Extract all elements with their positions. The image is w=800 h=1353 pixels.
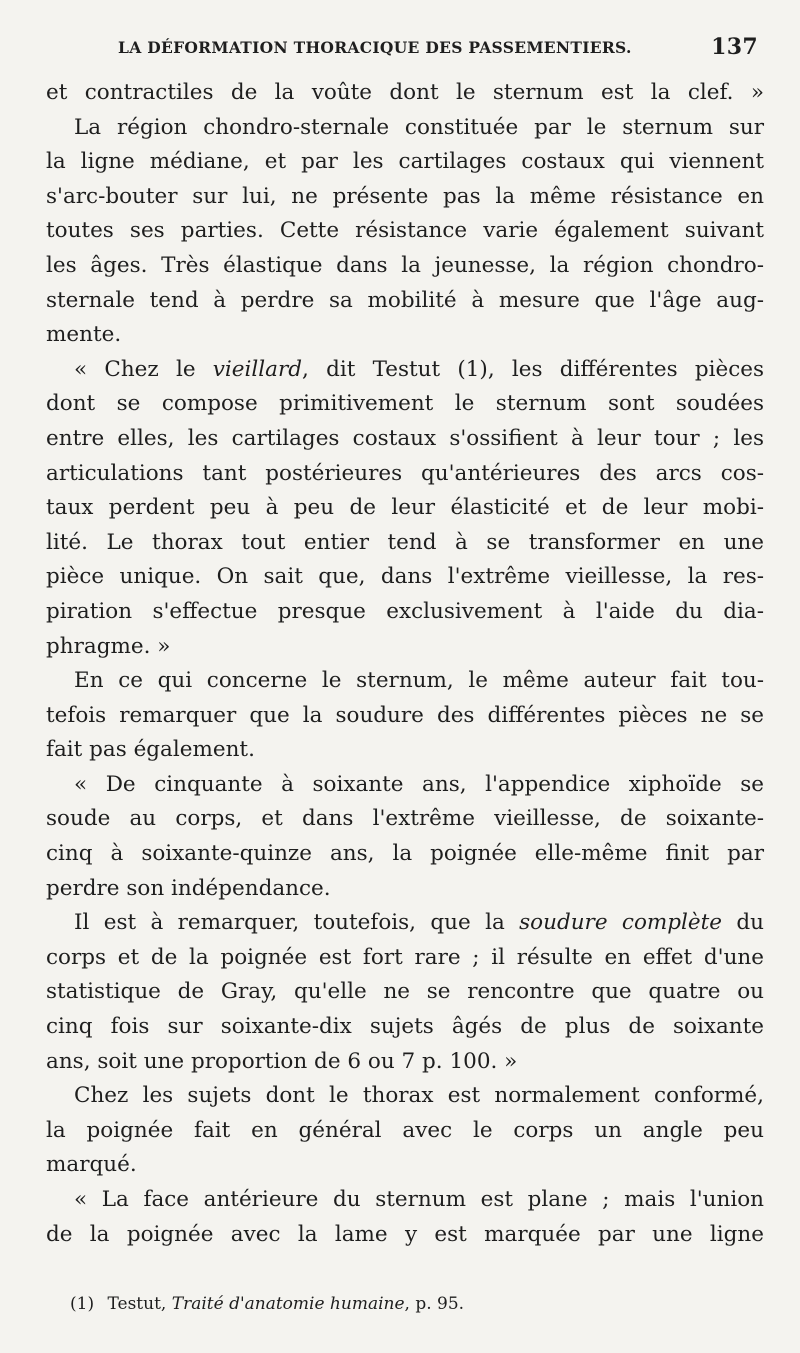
text-line: cinq fois sur soixante-dix sujets âgés de plus de soixante <box>46 1014 764 1040</box>
text-line: articulations tant postérieures qu'antérieures des arcs cos- <box>46 460 764 486</box>
text-line: sternale tend à perdre sa mobilité à mesure que l'âge aug- <box>46 287 764 313</box>
text-line <box>46 353 764 388</box>
footnote-title: Traité d'anatomie humaine <box>171 1294 405 1314</box>
italic-term: vieillard <box>212 356 303 382</box>
text-line: cinq à soixante-quinze ans, la poignée elle-même finit par <box>46 841 764 867</box>
text-line: les âges. Très élastique dans la jeunesse, la région chondro- <box>46 252 764 278</box>
text-fragment: « Chez le <box>74 356 213 382</box>
text-line: soude au corps, et dans l'extrême vieillesse, de soixante- <box>46 806 764 832</box>
text-line: pièce unique. On sait que, dans l'extrême vieillesse, la res- <box>46 564 764 590</box>
text-line: taux perdent peu à peu de leur élasticité et de leur mobi- <box>46 495 764 521</box>
text-line: En ce qui concerne le sternum, le même auteur fait tou- <box>74 668 764 694</box>
footnote-page: , p. 95. <box>404 1294 465 1314</box>
text-line: tefois remarquer que la soudure des différentes pièces ne se <box>46 702 764 728</box>
page-number: 137 <box>711 34 758 60</box>
italic-term: soudure complète <box>519 910 723 936</box>
text-line: corps et de la poignée est fort rare ; il résulte en effet d'une <box>46 944 764 970</box>
text-line: la ligne médiane, et par les cartilages costaux qui viennent <box>46 149 764 175</box>
text-line: « De cinquante à soixante ans, l'appendice xiphoïde se <box>74 771 764 797</box>
text-line: marqué. <box>46 1152 137 1178</box>
text-line: de la poignée avec la lame y est marquée par une ligne <box>46 1221 764 1247</box>
text-line: perdre son indépendance. <box>46 875 331 901</box>
text-line: « La face antérieure du sternum est plane ; mais l'union <box>74 1187 764 1212</box>
footnote-mark: (1) <box>70 1294 95 1314</box>
running-title: LA DÉFORMATION THORACIQUE DES PASSEMENTIERS. <box>118 38 632 57</box>
text-line: phragme. » <box>46 633 171 659</box>
text-line: dont se compose primitivement le sternum sont soudées <box>46 391 764 417</box>
text-line: La région chondro-sternale constituée par le sternum sur <box>74 114 764 140</box>
text-line: la poignée fait en général avec le corps un angle peu <box>46 1117 764 1143</box>
text-line: fait pas également. <box>46 737 255 763</box>
text-line: entre elles, les cartilages costaux s'ossifient à leur tour ; les <box>46 425 764 451</box>
text-fragment: Il est à remarquer, toutefois, que la <box>74 910 520 936</box>
text-fragment: , dit Testut (1), les différentes pièces <box>302 356 764 382</box>
body-text <box>46 76 764 1252</box>
text-line: mente. <box>46 322 122 348</box>
text-line: ans, soit une proportion de 6 ou 7 p. 100. » <box>46 1048 518 1074</box>
text-line: s'arc-bouter sur lui, ne présente pas la même résistance en <box>46 183 764 209</box>
text-line <box>46 906 764 941</box>
text-fragment: du <box>722 910 764 936</box>
text-line: et contractiles de la voûte dont le sternum est la clef. » <box>46 80 764 105</box>
text-line: toutes ses parties. Cette résistance varie également suivant <box>46 218 764 244</box>
footnote <box>70 1292 760 1316</box>
text-line: statistique de Gray, qu'elle ne se rencontre que quatre ou <box>46 979 764 1005</box>
text-line: lité. Le thorax tout entier tend à se transformer en une <box>46 529 764 555</box>
running-head <box>118 34 758 62</box>
text-line: Chez les sujets dont le thorax est normalement conformé, <box>74 1083 764 1109</box>
footnote-author: Testut, <box>107 1294 167 1314</box>
text-line: piration s'effectue presque exclusivement à l'aide du dia- <box>46 598 764 624</box>
